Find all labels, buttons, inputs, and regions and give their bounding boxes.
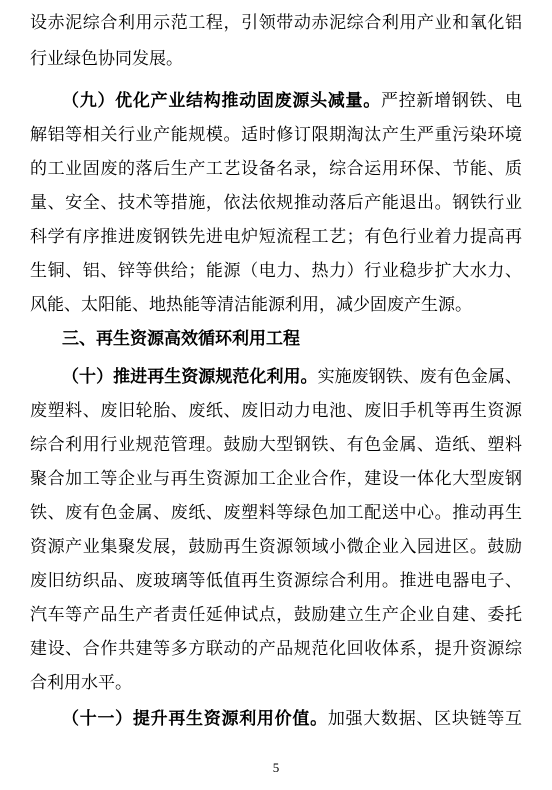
text-line xyxy=(30,224,522,250)
text-segment: 合利用水平。 xyxy=(30,673,132,693)
text-line xyxy=(30,636,522,662)
text-line xyxy=(30,292,522,318)
text-line xyxy=(30,466,522,492)
text-line xyxy=(30,398,522,424)
text-segment: 行业绿色协同发展。 xyxy=(30,49,183,69)
text-segment: 综合利用行业规范管理。鼓励大型钢铁、有色金属、造纸、塑料 xyxy=(30,435,522,455)
text-line xyxy=(30,500,522,526)
text-segment: 资源产业集聚发展，鼓励再生资源领域小微企业入园进区。鼓励 xyxy=(30,537,522,557)
text-segment: 量、安全、技术等措施，依法依规推动落后产能退出。钢铁行业 xyxy=(30,193,522,213)
text-line xyxy=(30,190,522,216)
subheading: （九）优化产业结构推动固废源头减量。 xyxy=(62,91,381,111)
text-segment: 废旧纺织品、废玻璃等低值再生资源综合利用。推进电器电子、 xyxy=(30,571,522,591)
text-segment: 严控新增钢铁、电 xyxy=(380,91,522,111)
text-segment: 铁、废有色金属、废纸、废塑料等绿色加工配送中心。推动再生 xyxy=(30,503,522,523)
section-heading: 三、再生资源高效循环利用工程 xyxy=(62,329,300,349)
subheading-line xyxy=(62,706,522,732)
text-line xyxy=(30,46,522,72)
text-segment: 科学有序推进废钢铁先进电炉短流程工艺；有色行业着力提高再 xyxy=(30,227,522,247)
text-line xyxy=(30,602,522,628)
text-segment: 的工业固废的落后生产工艺设备名录，综合运用环保、节能、质 xyxy=(30,159,522,179)
text-segment: 生铜、铝、锌等供给；能源（电力、热力）行业稳步扩大水力、 xyxy=(30,261,522,281)
text-line xyxy=(30,534,522,560)
subheading: （十）推进再生资源规范化利用。 xyxy=(62,367,318,387)
text-line xyxy=(30,568,522,594)
text-line xyxy=(30,432,522,458)
text-line xyxy=(30,10,522,36)
text-line xyxy=(30,122,522,148)
text-segment: 加强大数据、区块链等互 xyxy=(327,709,522,729)
text-segment: 实施废钢铁、废有色金属、 xyxy=(317,367,522,387)
subheading-line xyxy=(62,364,522,390)
text-segment: 废塑料、废旧轮胎、废纸、废旧动力电池、废旧手机等再生资源 xyxy=(30,401,522,421)
text-segment: 汽车等产品生产者责任延伸试点，鼓励建立生产企业自建、委托 xyxy=(30,605,522,625)
text-line xyxy=(30,670,522,696)
text-segment: 设赤泥综合利用示范工程，引领带动赤泥综合利用产业和氧化铝 xyxy=(30,13,522,33)
text-segment: 聚合加工等企业与再生资源加工企业合作，建设一体化大型废钢 xyxy=(30,469,522,489)
subheading: （十一）提升再生资源利用价值。 xyxy=(62,709,328,729)
text-segment: 解铝等相关行业产能规模。适时修订限期淘汰产生严重污染环境 xyxy=(30,125,522,145)
text-line xyxy=(30,156,522,182)
page-number: 5 xyxy=(272,760,280,775)
text-line xyxy=(30,258,522,284)
subheading-line xyxy=(62,88,522,114)
text-segment: 风能、太阳能、地热能等清洁能源利用，减少固废产生源。 xyxy=(30,295,472,315)
text-segment: 建设、合作共建等多方联动的产品规范化回收体系，提升资源综 xyxy=(30,639,522,659)
